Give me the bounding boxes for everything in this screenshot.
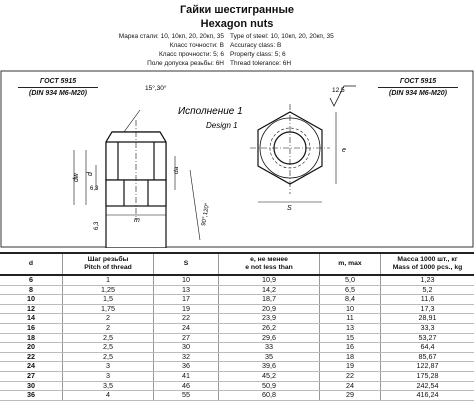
table-cell: 15: [320, 333, 381, 343]
table-cell: 10: [154, 275, 219, 285]
table-cell: 24: [320, 381, 381, 391]
table-row: [0, 285, 474, 295]
spec-accuracy-en: Accuracy class: B: [230, 42, 282, 49]
col-header-mass: Масса 1000 шт., кг Mass of 1000 pcs., kg: [381, 253, 474, 275]
table-cell: 30: [154, 343, 219, 353]
table-cell: 1,75: [63, 304, 154, 314]
spec-steel-ru: Марка стали: 10, 10кп, 20, 20кп, 35: [118, 33, 224, 40]
table-cell: 19: [320, 362, 381, 372]
title-ru: Гайки шестигранные: [180, 4, 294, 16]
table-cell: 20,9: [219, 304, 320, 314]
table-cell: 3: [63, 371, 154, 381]
table-cell: 20: [0, 343, 63, 353]
angle-top-label: 15°,30°: [145, 85, 167, 92]
table-cell: 10,9: [219, 275, 320, 285]
table-row: [0, 275, 474, 285]
table-row: [0, 362, 474, 372]
table-cell: 18,7: [219, 295, 320, 305]
table-cell: 122,87: [381, 362, 474, 372]
table-cell: 2: [63, 314, 154, 324]
table-cell: 13: [154, 285, 219, 295]
table-row: [0, 371, 474, 381]
dim-6-3-a: 6,3: [90, 186, 99, 192]
table-cell: 18: [320, 352, 381, 362]
table-cell: 27: [154, 333, 219, 343]
table-cell: 1,25: [63, 285, 154, 295]
table-cell: 2,5: [63, 333, 154, 343]
table-cell: 3,5: [63, 381, 154, 391]
table-cell: 29: [320, 391, 381, 401]
table-row: [0, 323, 474, 333]
table-cell: 19: [154, 304, 219, 314]
spec-tolerance-en: Thread tolerance: 6H: [230, 60, 292, 67]
spec-left-list: [0, 32, 224, 68]
table-cell: 17,3: [381, 304, 474, 314]
table-cell: 18: [0, 333, 63, 343]
table-cell: 46: [154, 381, 219, 391]
table-cell: 13: [320, 323, 381, 333]
table-cell: 1: [63, 275, 154, 285]
table-cell: 8,4: [320, 295, 381, 305]
table-cell: 5,2: [381, 285, 474, 295]
table-cell: 22: [0, 352, 63, 362]
table-cell: 416,24: [381, 391, 474, 401]
table-cell: 60,8: [219, 391, 320, 401]
table-cell: 8: [0, 285, 63, 295]
table-row: [0, 391, 474, 401]
table-cell: 22: [154, 314, 219, 324]
table-cell: 11: [320, 314, 381, 324]
table-cell: 23,9: [219, 314, 320, 324]
table-cell: 12: [0, 304, 63, 314]
table-row: [0, 352, 474, 362]
table-cell: 6,5: [320, 285, 381, 295]
table-cell: 53,27: [381, 333, 474, 343]
table-cell: 2,5: [63, 343, 154, 353]
table-row: [0, 381, 474, 391]
dim-d-label: d: [87, 172, 94, 176]
table-cell: 14,2: [219, 285, 320, 295]
table-cell: 1,5: [63, 295, 154, 305]
col-header-pitch: Шаг резьбы Pitch of thread: [63, 253, 154, 275]
table-cell: 64,4: [381, 343, 474, 353]
table-cell: 16: [320, 343, 381, 353]
spec-property-ru: Класс прочности: 5; 6: [158, 51, 224, 58]
table-cell: 16: [0, 323, 63, 333]
table-body: [0, 275, 474, 400]
spec-steel-en: Type of steel: 10, 10кп, 20, 20кп, 35: [230, 33, 334, 40]
dim-s-label: S: [287, 205, 292, 212]
gost-right-din: (DIN 934 M6-M20): [389, 90, 447, 97]
table-cell: 30: [0, 381, 63, 391]
gost-box-right: [378, 77, 458, 98]
table-cell: 4: [63, 391, 154, 401]
nut-table-wrap: [0, 252, 474, 401]
table-row: [0, 333, 474, 343]
dim-m-label: m: [134, 217, 140, 224]
table-cell: 41: [154, 371, 219, 381]
col-header-d: d: [0, 253, 63, 275]
table-header-row: [0, 253, 474, 275]
table-cell: 85,67: [381, 352, 474, 362]
spec-accuracy-ru: Класс точности: B: [169, 42, 224, 49]
table-cell: 35: [219, 352, 320, 362]
angle-side-label: 90°,120°: [201, 202, 211, 227]
variant-ru: Исполнение 1: [178, 106, 243, 117]
table-cell: 10: [320, 304, 381, 314]
gost-box-left: [18, 77, 98, 98]
dim-e-label: e: [342, 147, 346, 154]
nut-top-view: [250, 104, 336, 202]
table-row: [0, 343, 474, 353]
dim-6-3-b: 6,3: [94, 221, 100, 230]
table-cell: 6: [0, 275, 63, 285]
table-cell: 36: [154, 362, 219, 372]
table-cell: 22: [320, 371, 381, 381]
dim-da-label: da: [173, 166, 180, 174]
spec-property-en: Property class: 5; 6: [230, 51, 286, 58]
table-cell: 26,2: [219, 323, 320, 333]
table-cell: 11,6: [381, 295, 474, 305]
gost-right-standard: ГОСТ 5915: [399, 78, 437, 85]
technical-drawing: [0, 70, 474, 248]
table-cell: 24: [0, 362, 63, 372]
table-cell: 32: [154, 352, 219, 362]
table-cell: 45,2: [219, 371, 320, 381]
table-cell: 17: [154, 295, 219, 305]
gost-left-standard: ГОСТ 5915: [39, 78, 77, 85]
col-header-m: m, max: [320, 253, 381, 275]
table-cell: 36: [0, 391, 63, 401]
dim-dw-label: dw: [73, 173, 80, 182]
spec-tolerance-ru: Поле допуска резьбы: 6H: [147, 60, 224, 67]
gost-left-din: (DIN 934 M6-M20): [29, 90, 87, 97]
table-cell: 14: [0, 314, 63, 324]
table-cell: 5,0: [320, 275, 381, 285]
table-row: [0, 295, 474, 305]
table-cell: 24: [154, 323, 219, 333]
table-cell: 50,9: [219, 381, 320, 391]
table-cell: 2: [63, 323, 154, 333]
col-header-e: e, не менее e not less than: [219, 253, 320, 275]
col-header-s: S: [154, 253, 219, 275]
table-cell: 33,3: [381, 323, 474, 333]
table-cell: 10: [0, 295, 63, 305]
nut-table: [0, 252, 474, 401]
roughness-label: 12,5: [332, 87, 345, 94]
table-cell: 55: [154, 391, 219, 401]
nut-side-view: [106, 120, 166, 248]
title-en: Hexagon nuts: [200, 18, 274, 30]
table-row: [0, 304, 474, 314]
table-cell: 2,5: [63, 352, 154, 362]
table-cell: 29,6: [219, 333, 320, 343]
spec-right-list: [230, 32, 460, 68]
variant-en: Design 1: [206, 121, 238, 130]
table-cell: 242,54: [381, 381, 474, 391]
table-cell: 39,6: [219, 362, 320, 372]
table-cell: 33: [219, 343, 320, 353]
table-row: [0, 314, 474, 324]
table-cell: 28,91: [381, 314, 474, 324]
table-cell: 175,28: [381, 371, 474, 381]
table-cell: 27: [0, 371, 63, 381]
table-cell: 3: [63, 362, 154, 372]
table-cell: 1,23: [381, 275, 474, 285]
